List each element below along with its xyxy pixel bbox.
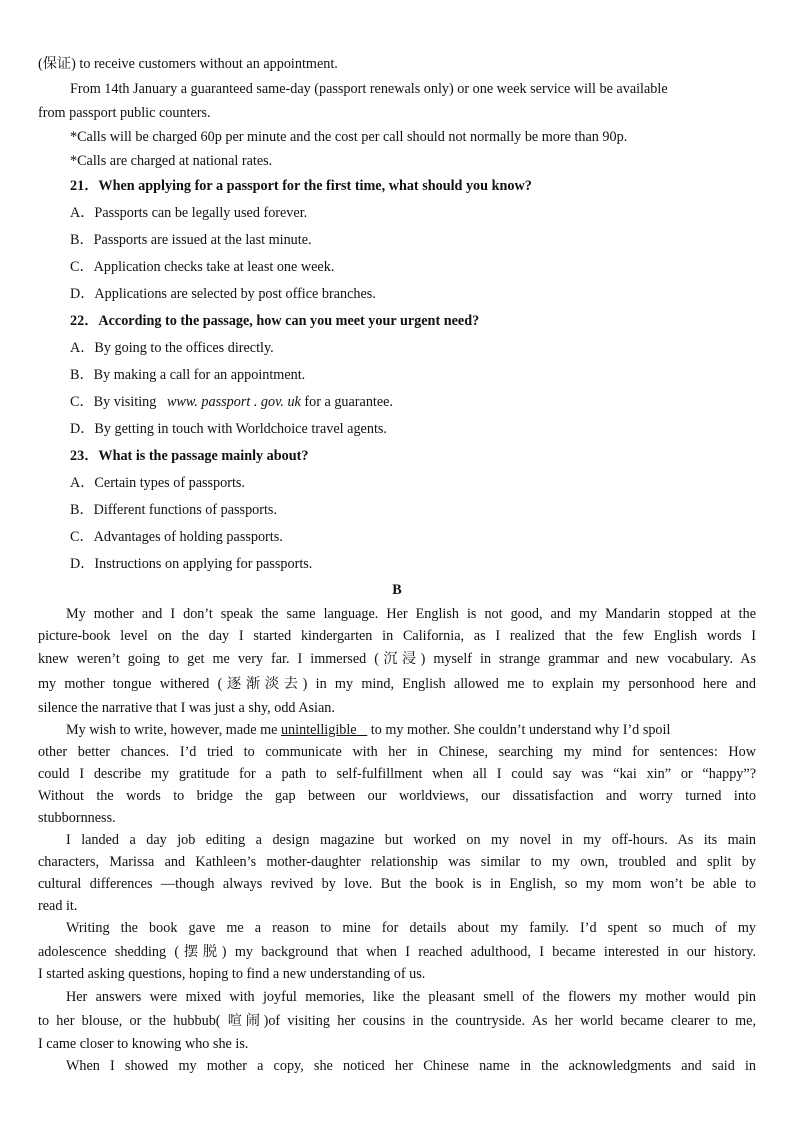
- passage-line: I started asking questions, hoping to find a new understanding of us.: [38, 966, 426, 982]
- passage-line: Writing the book gave me a reason to mine for details about my family. I’d spent so much of my: [66, 920, 756, 936]
- question-21-option-d: D．Applications are selected by post office branches.: [70, 286, 376, 302]
- intro-line-5: *Calls are charged at national rates.: [70, 153, 273, 169]
- passage-line-unintelligible: [66, 721, 670, 739]
- question-21-option-a: A．Passports can be legally used forever.: [70, 205, 308, 221]
- passage-line: I came closer to knowing who she is.: [38, 1036, 249, 1052]
- passage-line: I landed a day job editing a design magazine but worked on my novel in my off-hours. As its main: [66, 832, 756, 848]
- intro-line-2: From 14th January a guaranteed same-day (passport renewals only) or one week service will be available: [70, 81, 668, 97]
- question-23-stem: 23．What is the passage mainly about?: [70, 448, 309, 464]
- section-b-heading: B: [392, 582, 402, 598]
- passage-line: silence the narrative that I was just a shy, odd Asian.: [38, 700, 335, 716]
- intro-line-3: from passport public counters.: [38, 105, 211, 121]
- passage-line: knew weren’t going to get me very far. I immersed (沉浸) myself in strange grammar and new vocabulary. As: [38, 651, 756, 667]
- question-22-option-c-label: C．By visiting: [70, 394, 157, 410]
- passage-line: Her answers were mixed with joyful memories, like the pleasant smell of the flowers my mother would pin: [66, 989, 756, 1005]
- passage-line: other better chances. I’d tried to communicate with her in Chinese, searching my mind for sentences: How: [38, 744, 756, 760]
- passage-line-start: My wish to write, however, made me: [66, 722, 278, 738]
- question-23-option-b: B．Different functions of passports.: [70, 502, 278, 518]
- passage-line: stubbornness.: [38, 810, 116, 826]
- passage-line: read it.: [38, 898, 78, 914]
- question-22-option-b: B．By making a call for an appointment.: [70, 367, 306, 383]
- question-22-option-d: D．By getting in touch with Worldchoice travel agents.: [70, 421, 387, 437]
- question-22-option-a: A．By going to the offices directly.: [70, 340, 274, 356]
- passage-line: When I showed my mother a copy, she noticed her Chinese name in the acknowledgments and said in: [66, 1058, 756, 1074]
- passage-line: cultural differences —though always revived by love. But the book is in English, so my mom won’t be able to: [38, 876, 756, 892]
- question-21-option-b: B．Passports are issued at the last minute.: [70, 232, 312, 248]
- question-23-option-a: A．Certain types of passports.: [70, 475, 245, 491]
- intro-line-4: *Calls will be charged 60p per minute and the cost per call should not normally be more than 90p.: [70, 129, 628, 145]
- passage-line: to her blouse, or the hubbub( 喧闹)of visiting her cousins in the countryside. As her world became clearer to me,: [38, 1013, 756, 1029]
- passage-line: picture-book level on the day I started kindergarten in California, as I realized that the few English words I: [38, 628, 756, 644]
- question-21-option-c: C．Application checks take at least one week.: [70, 259, 335, 275]
- underlined-word: unintelligible: [280, 722, 357, 738]
- passage-line: characters, Marissa and Kathleen’s mother-daughter relationship was similar to my own, troubled and split by: [38, 854, 756, 870]
- question-22-option-c-tail: for a guarantee.: [300, 394, 394, 410]
- passage-line: adolescence shedding (摆脱) my background that when I reached adulthood, I became interested in our history.: [38, 944, 756, 960]
- passage-line: could I describe my gratitude for a path to self-fulfillment when all I could say was “kai xin” or “happy”?: [38, 766, 756, 782]
- passage-line-tail: to my mother. She couldn’t understand why I’d spoil: [367, 722, 671, 738]
- question-22-stem: 22．According to the passage, how can you meet your urgent need?: [70, 313, 480, 329]
- intro-line-1: (保证) to receive customers without an appointment.: [38, 56, 338, 72]
- question-22-option-c: [70, 393, 393, 411]
- question-23-option-c: C．Advantages of holding passports.: [70, 529, 283, 545]
- question-21-stem: 21．When applying for a passport for the first time, what should you know?: [70, 178, 532, 194]
- passage-line: My mother and I don’t speak the same language. Her English is not good, and my Mandarin stopped at the: [66, 606, 756, 622]
- passage-line: my mother tongue withered (逐渐淡去) in my mind, English allowed me to explain my personhood here and: [38, 676, 756, 692]
- passage-line: Without the words to bridge the gap between our worldviews, our dissatisfaction and worry turned into: [38, 788, 756, 804]
- passport-url-text: www. passport . gov. uk: [166, 394, 301, 410]
- question-23-option-d: D．Instructions on applying for passports.: [70, 556, 313, 572]
